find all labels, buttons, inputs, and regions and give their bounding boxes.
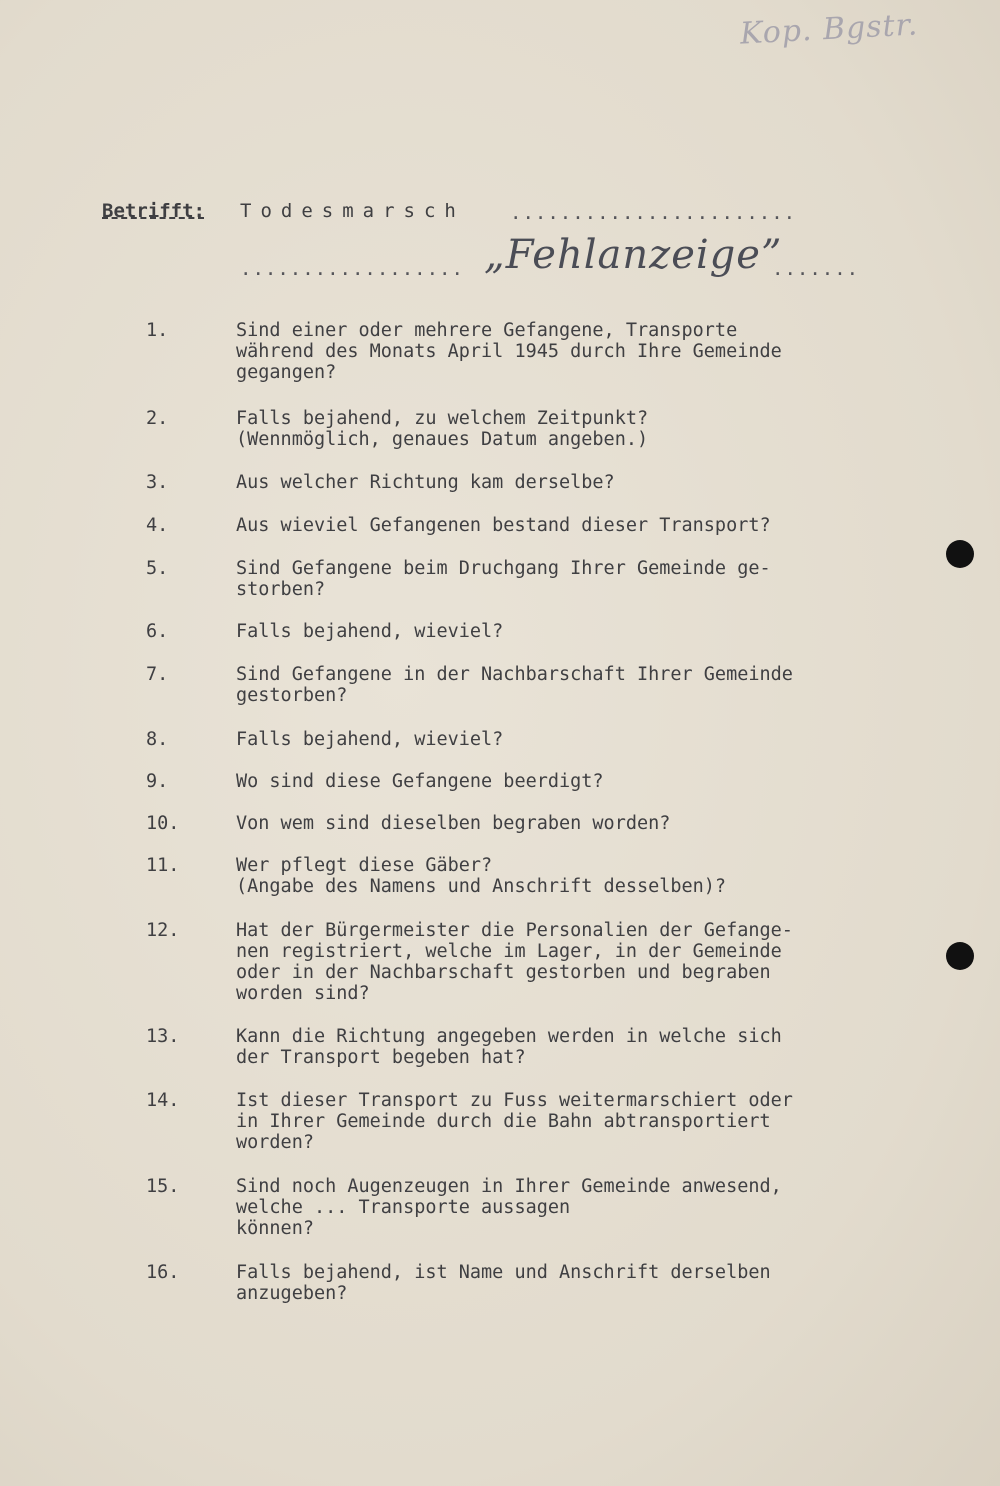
- question-text: Sind noch Augenzeugen in Ihrer Gemeinde anwesend, welche ... Transporte aussagen können?: [236, 1176, 782, 1239]
- handwritten-annotation: Kop. Bgstr.: [739, 7, 920, 52]
- question-number: 12.: [146, 920, 180, 941]
- question-text: Wo sind diese Gefangene beerdigt?: [236, 771, 604, 792]
- question-number: 5.: [146, 558, 169, 579]
- fill-line-1: .......................: [510, 202, 797, 224]
- question-text: Aus welcher Richtung kam derselbe?: [236, 472, 615, 493]
- fill-line-3: .......: [772, 258, 860, 280]
- subject-text: Todesmarsch: [240, 200, 465, 222]
- question-text: Sind Gefangene beim Druchgang Ihrer Gemeinde ge- storben?: [236, 558, 771, 600]
- question-number: 14.: [146, 1090, 180, 1111]
- question-number: 1.: [146, 320, 169, 341]
- question-text: Kann die Richtung angegeben werden in welche sich der Transport begeben hat?: [236, 1026, 782, 1068]
- question-number: 15.: [146, 1176, 180, 1197]
- question-number: 16.: [146, 1262, 180, 1283]
- question-number: 7.: [146, 664, 169, 685]
- question-number: 11.: [146, 855, 180, 876]
- question-text: Ist dieser Transport zu Fuss weitermarschiert oder in Ihrer Gemeinde durch die Bahn abtransportiert worden?: [236, 1090, 793, 1153]
- question-text: Hat der Bürgermeister die Personalien der Gefange- nen registriert, welche im Lager, in der Gemeinde oder in der Nachbarschaft gestorben und begraben worden sind?: [236, 920, 793, 1004]
- subject-label: Betrifft:: [102, 200, 205, 222]
- question-text: Falls bejahend, ist Name und Anschrift derselben anzugeben?: [236, 1262, 771, 1304]
- question-text: Aus wieviel Gefangenen bestand dieser Transport?: [236, 515, 771, 536]
- question-number: 10.: [146, 813, 180, 834]
- question-text: Falls bejahend, wieviel?: [236, 621, 504, 642]
- question-number: 9.: [146, 771, 169, 792]
- question-text: Sind Gefangene in der Nachbarschaft Ihrer Gemeinde gestorben?: [236, 664, 793, 706]
- question-number: 6.: [146, 621, 169, 642]
- question-number: 2.: [146, 408, 169, 429]
- question-number: 8.: [146, 729, 169, 750]
- punch-hole-bottom: [946, 942, 974, 970]
- question-text: Von wem sind dieselben begraben worden?: [236, 813, 671, 834]
- fill-line-2: ..................: [240, 258, 464, 280]
- question-number: 3.: [146, 472, 169, 493]
- punch-hole-top: [946, 540, 974, 568]
- question-text: Falls bejahend, zu welchem Zeitpunkt? (Wennmöglich, genaues Datum angeben.): [236, 408, 649, 450]
- question-text: Falls bejahend, wieviel?: [236, 729, 504, 750]
- question-number: 4.: [146, 515, 169, 536]
- question-text: Sind einer oder mehrere Gefangene, Transporte während des Monats April 1945 durch Ihre Gemeinde gegangen?: [236, 320, 782, 383]
- handwritten-fehlanzeige: „Fehlanzeige”: [484, 232, 783, 278]
- question-number: 13.: [146, 1026, 180, 1047]
- question-text: Wer pflegt diese Gäber? (Angabe des Namens und Anschrift desselben)?: [236, 855, 727, 897]
